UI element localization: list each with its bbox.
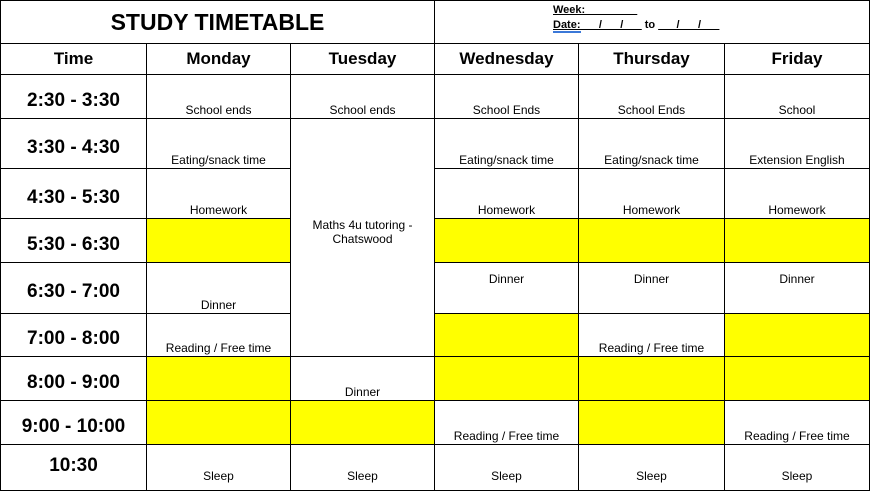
friday-cell: Homework [725, 169, 870, 219]
monday-cell [147, 219, 291, 263]
friday-cell: School [725, 75, 870, 119]
friday-cell [725, 219, 870, 263]
date-until: ___/___/___ [658, 19, 720, 31]
header-wednesday: Wednesday [435, 44, 579, 75]
wednesday-cell: Eating/snack time [435, 119, 579, 169]
monday-cell: Homework [147, 169, 291, 219]
time-cell: 4:30 - 5:30 [1, 169, 147, 219]
monday-cell: School ends [147, 75, 291, 119]
monday-cell: Sleep [147, 445, 291, 491]
thursday-cell: Sleep [579, 445, 725, 491]
friday-cell [725, 314, 870, 357]
thursday-cell: Eating/snack time [579, 119, 725, 169]
date-field [553, 18, 869, 33]
monday-cell: Dinner [147, 263, 291, 314]
week-date-box [435, 1, 870, 44]
friday-cell: Sleep [725, 445, 870, 491]
friday-cell: Dinner [725, 263, 870, 314]
table-row [1, 314, 870, 357]
table-row [1, 119, 870, 169]
date-to-label: to [644, 19, 656, 31]
friday-cell [725, 357, 870, 401]
wednesday-cell: Homework [435, 169, 579, 219]
header-tuesday: Tuesday [291, 44, 435, 75]
wednesday-cell [435, 314, 579, 357]
date-from: ___/___/___ [580, 19, 642, 31]
wednesday-cell: School Ends [435, 75, 579, 119]
week-field: Week: ________ [553, 4, 638, 16]
wednesday-cell [435, 219, 579, 263]
table-row [1, 401, 870, 445]
wednesday-cell [435, 357, 579, 401]
thursday-cell: Homework [579, 169, 725, 219]
thursday-cell [579, 219, 725, 263]
time-cell: 10:30 [1, 445, 147, 491]
time-cell: 3:30 - 4:30 [1, 119, 147, 169]
table-row [1, 75, 870, 119]
tuesday-cell: School ends [291, 75, 435, 119]
table-row [1, 445, 870, 491]
table-row [1, 357, 870, 401]
monday-cell: Reading / Free time [147, 314, 291, 357]
time-cell: 6:30 - 7:00 [1, 263, 147, 314]
wednesday-cell: Dinner [435, 263, 579, 314]
monday-cell [147, 357, 291, 401]
time-cell: 9:00 - 10:00 [1, 401, 147, 445]
header-row [1, 44, 870, 75]
thursday-cell: Reading / Free time [579, 314, 725, 357]
friday-cell: Reading / Free time [725, 401, 870, 445]
tuesday-cell [291, 401, 435, 445]
table-row [1, 263, 870, 314]
page-title: STUDY TIMETABLE [1, 1, 435, 44]
tuesday-cell: Dinner [291, 357, 435, 401]
time-cell: 8:00 - 9:00 [1, 357, 147, 401]
wednesday-cell: Reading / Free time [435, 401, 579, 445]
monday-cell [147, 401, 291, 445]
header-time: Time [1, 44, 147, 75]
time-cell: 5:30 - 6:30 [1, 219, 147, 263]
thursday-cell [579, 401, 725, 445]
header-monday: Monday [147, 44, 291, 75]
thursday-cell: Dinner [579, 263, 725, 314]
tutoring-cell: Maths 4u tutoring - Chatswood [291, 119, 435, 357]
monday-cell: Eating/snack time [147, 119, 291, 169]
header-friday: Friday [725, 44, 870, 75]
date-label: Date: [553, 19, 581, 31]
wednesday-cell: Sleep [435, 445, 579, 491]
header-thursday: Thursday [579, 44, 725, 75]
time-cell: 2:30 - 3:30 [1, 75, 147, 119]
table-row [1, 219, 870, 263]
time-cell: 7:00 - 8:00 [1, 314, 147, 357]
table-row [1, 169, 870, 219]
friday-cell: Extension English [725, 119, 870, 169]
tuesday-cell: Sleep [291, 445, 435, 491]
thursday-cell: School Ends [579, 75, 725, 119]
thursday-cell [579, 357, 725, 401]
